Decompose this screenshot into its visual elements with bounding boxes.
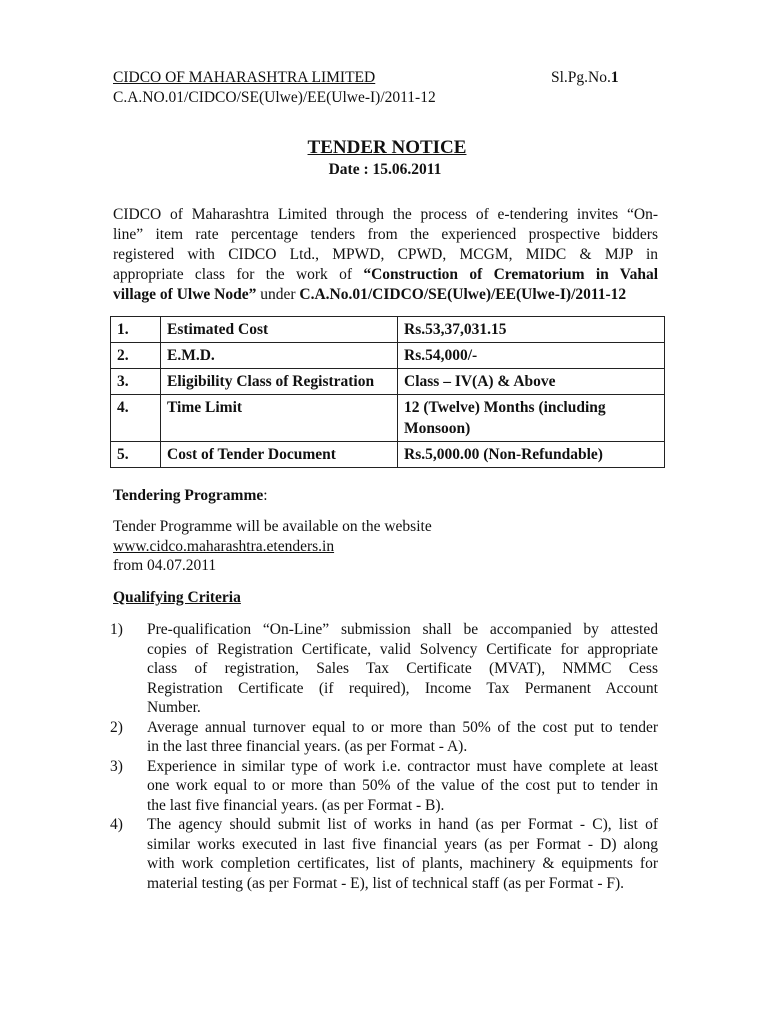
row-number: 4. — [111, 395, 161, 442]
list-item-line: with work completion certificates, list of plants, machinery & equipments for — [147, 855, 658, 872]
row-value: Rs.53,37,031.15 — [398, 317, 665, 343]
intro-text: under — [256, 286, 300, 303]
contract-reference: C.A.NO.01/CIDCO/SE(Ulwe)/EE(Ulwe-I)/2011-12 — [113, 89, 436, 106]
programme-heading — [113, 487, 268, 505]
intro-paragraph — [113, 205, 658, 305]
intro-text: appropriate class for the work of — [113, 266, 364, 283]
list-item — [110, 718, 658, 757]
table-row — [111, 442, 665, 468]
list-item-number: 2) — [110, 718, 123, 736]
table-row — [111, 317, 665, 343]
list-item-number: 1) — [110, 621, 123, 638]
row-number: 5. — [111, 442, 161, 468]
list-item-line: the last five financial years. (as per Format - B). — [147, 796, 445, 814]
intro-line — [113, 285, 658, 305]
criteria-list — [110, 620, 658, 893]
page-title — [0, 137, 770, 159]
list-item-line: Experience in similar type of work i.e. contractor must have complete at least — [147, 757, 658, 775]
row-number: 2. — [111, 343, 161, 369]
notice-date-text: Date : 15.06.2011 — [328, 161, 442, 178]
intro-line — [113, 265, 658, 285]
row-value: 12 (Twelve) Months (including Monsoon) — [398, 395, 665, 442]
intro-line: CIDCO of Maharashtra Limited through the process of e-tendering invites “On- — [113, 206, 658, 223]
work-reference: C.A.No.01/CIDCO/SE(Ulwe)/EE(Ulwe-I)/2011-12 — [299, 286, 627, 303]
list-item — [110, 815, 658, 893]
row-label: E.M.D. — [161, 343, 398, 369]
list-item-line: similar works executed in last five financial years (as per Format - D) along — [147, 835, 658, 853]
programme-heading-text: Tendering Programme — [113, 487, 264, 504]
list-item-line: Average annual turnover equal to or more than 50% of the cost put to tender — [147, 718, 658, 736]
list-item — [110, 757, 658, 816]
intro-line: line” item rate percentage tenders from the experienced prospective bidders — [113, 226, 658, 243]
row-number: 1. — [111, 317, 161, 343]
list-item-line: copies of Registration Certificate, valid Solvency Certificate for appropriate — [147, 640, 658, 658]
list-item-line: class of registration, Sales Tax Certificate (MVAT), NMMC Cess — [147, 660, 658, 677]
programme-date: from 04.07.2011 — [113, 557, 217, 574]
list-item-line: material testing (as per Format - E), list of technical staff (as per Format - F). — [147, 874, 625, 892]
list-item-line: one work equal to or more than 50% of the value of the cost put to tender in — [147, 777, 658, 794]
list-item — [110, 620, 658, 718]
row-value: Class – IV(A) & Above — [398, 369, 665, 395]
list-item-line: in the last three financial years. (as per Format - A). — [147, 738, 468, 755]
row-label: Time Limit — [161, 395, 398, 442]
table-row — [111, 369, 665, 395]
work-title: “Construction of Crematorium in Vahal — [363, 266, 658, 283]
list-item-line: Registration Certificate (if required), Income Tax Permanent Account — [147, 679, 658, 697]
intro-line: registered with CIDCO Ltd., MPWD, CPWD, MCGM, MIDC & MJP in — [113, 246, 658, 263]
page-number — [551, 68, 619, 87]
criteria-heading: Qualifying Criteria — [113, 589, 241, 606]
website-link[interactable]: www.cidco.maharashtra.etenders.in — [113, 538, 335, 555]
list-item-number: 3) — [110, 757, 123, 775]
list-item-line: The agency should submit list of works in hand (as per Format - C), list of — [147, 816, 658, 833]
page-title-text: TENDER NOTICE — [307, 137, 467, 158]
list-item-line: Pre-qualification “On-Line” submission shall be accompanied by attested — [147, 621, 658, 638]
tender-details-table — [110, 316, 665, 468]
programme-heading-colon: : — [263, 487, 268, 504]
work-title-cont: village of Ulwe Node” — [113, 286, 257, 303]
row-value: Rs.54,000/- — [398, 343, 665, 369]
row-label: Cost of Tender Document — [161, 442, 398, 468]
row-label: Estimated Cost — [161, 317, 398, 343]
row-value: Rs.5,000.00 (Non-Refundable) — [398, 442, 665, 468]
row-number: 3. — [111, 369, 161, 395]
notice-date — [0, 161, 770, 179]
programme-text: Tender Programme will be available on the website — [113, 518, 432, 535]
list-item-line: Number. — [147, 699, 201, 716]
list-item-number: 4) — [110, 816, 123, 833]
org-name: CIDCO OF MAHARASHTRA LIMITED — [113, 69, 376, 86]
page-number-label: Sl.Pg.No. — [551, 69, 611, 86]
table-row — [111, 343, 665, 369]
page-number-value: 1 — [610, 69, 619, 86]
row-label: Eligibility Class of Registration — [161, 369, 398, 395]
table-row — [111, 395, 665, 442]
